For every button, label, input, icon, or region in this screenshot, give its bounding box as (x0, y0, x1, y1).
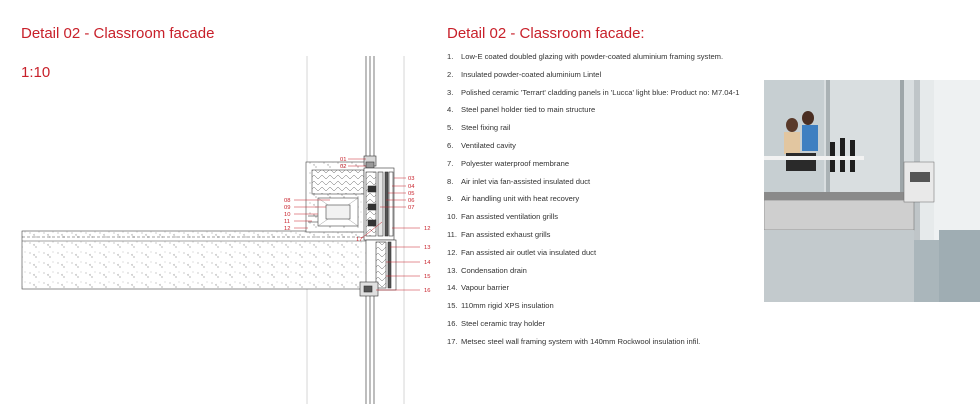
callout-06: 06 (408, 198, 415, 204)
cladding-build-up (364, 168, 394, 240)
concrete-floor-slab (22, 231, 368, 289)
callout-13: 13 (424, 245, 431, 251)
legend-item: 8. Air inlet via fan-assisted insulated duct (447, 176, 591, 186)
callout-15: 15 (424, 274, 431, 280)
callout-03: 03 (408, 176, 415, 182)
callout-08: 08 (284, 198, 291, 204)
legend-item: 5. Steel fixing rail (447, 123, 511, 133)
classroom-render-image (764, 80, 980, 302)
callout-17: 17 (356, 237, 363, 243)
callout-12-left: 12 (284, 226, 291, 232)
callout-09: 09 (284, 205, 291, 211)
legend-item: 7. Polyester waterproof membrane (447, 158, 570, 168)
callout-11: 11 (284, 219, 291, 225)
legend-item: 2. Insulated powder-coated aluminium Lintel (447, 69, 602, 79)
legend-item: 10. Fan assisted ventilation grills (447, 212, 559, 222)
legend-item: 17. Metsec steel wall framing system with 140mm Rockwool insulation infil. (447, 336, 701, 346)
callout-16: 16 (424, 288, 431, 294)
legend-item: 6. Ventilated cavity (447, 140, 516, 150)
scale-label: 1:10 (21, 64, 51, 81)
callout-02: 02 (340, 164, 347, 170)
upstand-wall (306, 162, 366, 232)
callout-14: 14 (424, 260, 431, 266)
legend-item: 4. Steel panel holder tied to main structure (447, 105, 596, 115)
callout-12-right: 12 (424, 226, 431, 232)
legend-item: 1. Low-E coated doubled glazing with powder-coated aluminium framing system. (447, 52, 724, 61)
legend-item: 14. Vapour barrier (447, 283, 509, 293)
legend-item: 11. Fan assisted exhaust grills (447, 229, 551, 239)
callout-04: 04 (408, 184, 415, 190)
callout-05: 05 (408, 191, 415, 197)
legend-title: Detail 02 - Classroom facade: (447, 25, 645, 42)
callout-07: 07 (408, 205, 415, 211)
legend-item: 13. Condensation drain (447, 265, 527, 275)
callout-10: 10 (284, 212, 291, 218)
detail-title-left: Detail 02 - Classroom facade (21, 25, 215, 42)
legend-item: 12. Fan assisted air outlet via insulated duct (447, 247, 597, 257)
legend-item: 3. Polished ceramic 'Terrart' cladding panels in 'Lucca' light blue: Product no: M7.04-1 (447, 87, 740, 97)
legend-item: 9. Air handling unit with heat recovery (447, 194, 580, 204)
facade-section-drawing (0, 0, 440, 404)
legend-item: 16. Steel ceramic tray holder (447, 318, 545, 328)
callout-01: 01 (340, 157, 347, 163)
legend-list (447, 52, 757, 355)
legend-item: 15. 110mm rigid XPS insulation (447, 301, 554, 311)
